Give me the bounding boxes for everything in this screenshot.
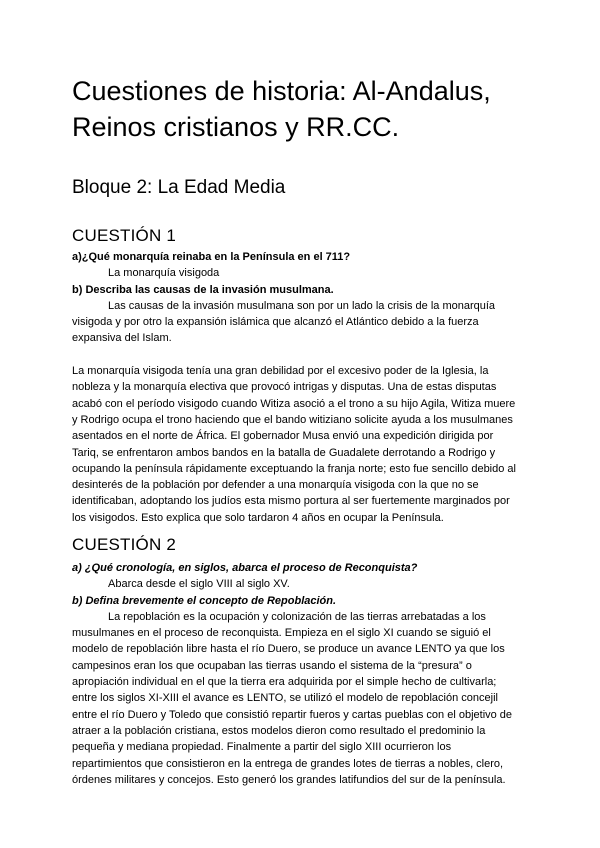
paragraph-line: pequeña y mediana propiedad. Finalmente a partir del siglo XIII ocurrieron los [72, 741, 452, 754]
cuestion-1-body [72, 249, 532, 526]
answer-1b-paragraph-1 [72, 298, 532, 347]
paragraph-line: Las causas de la invasión musulmana son por un lado la crisis de la monarquía [108, 299, 496, 312]
document-title [72, 73, 491, 145]
paragraph-line: órdenes militares y concejos. Esto generó los grandes latifundios del sur de la península. [72, 773, 506, 786]
cuestion-1-heading: CUESTIÓN 1 [72, 226, 177, 245]
paragraph-line: entre el río Duero y Toledo que consistió repartir fueros y cartas pueblas con el objetivo de [72, 708, 513, 721]
paragraph-line: entre los siglos XI-XIII el avance es LENTO, se utilizó el modelo de repoblación concejil [72, 692, 498, 705]
paragraph-line: desinterés de la población por defender a una monarquía visigoda con la que no se [72, 479, 479, 492]
title-line-2: Reinos cristianos y RR.CC. [72, 112, 400, 142]
paragraph-line: musulmanes en el proceso de reconquista. Empieza en el siglo XI cuando se siguió el [72, 627, 491, 640]
cuestion-2-body [72, 560, 532, 788]
paragraph-line: La repoblación es la ocupación y colonización de las tierras arrebatadas a los [108, 610, 486, 623]
title-line-1: Cuestiones de historia: Al-Andalus, [72, 76, 491, 106]
question-2a: a) ¿Qué cronología, en siglos, abarca el proceso de Reconquista? [72, 562, 418, 574]
question-1a: a)¿Qué monarquía reinaba en la Península en el 711? [72, 251, 351, 263]
paragraph-line: ocupando la península rápidamente exceptuando la franja norte; esto fue sencillo debido al [72, 462, 516, 475]
paragraph-line: los visigodos. Esto explica que solo tardaron 4 años en ocupar la Península. [72, 511, 444, 524]
question-2b: b) Defina brevemente el concepto de Repoblación. [72, 594, 337, 607]
paragraph-line: apropiación individual en el que la tierra era adquirida por el simple hecho de cultivarla; [72, 676, 497, 689]
paragraph-line: nobleza y la monarquía electiva que provocó intrigas y disputas. Una de estas disputas [72, 381, 497, 394]
cuestion-2-heading: CUESTIÓN 2 [72, 535, 177, 554]
paragraph-line: asentados en el norte de África. El gobernador Musa envió una expedición dirigida por [72, 430, 494, 443]
answer-1b-paragraph-2 [72, 363, 532, 526]
paragraph-line: modelo de repoblación libre hasta el río Duero, se produce un avance LENTO ya que los [72, 643, 505, 656]
answer-2a: Abarca desde el siglo VIII al siglo XV. [108, 578, 290, 591]
paragraph-line: acabó con el período visigodo cuando Witiza asoció a el trono a su hijo Agila, Witiza muere [72, 397, 516, 410]
paragraph-line: Tariq, se enfrentaron ambos bandos en la batalla de Guadalete derrotando a Rodrigo y [72, 446, 496, 459]
paragraph-line: identificaban, adoptando los judíos esta mismo portura al ser fuertemente marginados por [72, 495, 510, 508]
paragraph-line: visigoda y por otro la expansión islámica que alcanzó el Atlántico debido a la fuerza [72, 316, 479, 329]
paragraph-line: y Rodrigo ocupa el trono haciendo que el bando witiziano solicite ayuda a los musulmanes [72, 413, 513, 426]
paragraph-line: atraer a la población cristiana, estos modelos dieron como resultado el predominio la [72, 724, 486, 737]
answer-1a: La monarquía visigoda [108, 267, 220, 280]
paragraph-line: La monarquía visigoda tenía una gran debilidad por el excesivo poder de la Iglesia, la [72, 365, 489, 378]
answer-2b-paragraph [72, 609, 532, 788]
section-heading: Bloque 2: La Edad Media [72, 177, 286, 198]
paragraph-line: campesinos eran los que ocupaban las tierras usando el sistema de la “presura” o [72, 659, 472, 672]
paragraph-line: expansiva del Islam. [72, 332, 172, 345]
question-1b: b) Describa las causas de la invasión musulmana. [72, 283, 334, 296]
paragraph-line: repartimientos que consistieron en la entrega de grandes lotes de tierras a nobles, clero, [72, 757, 504, 770]
